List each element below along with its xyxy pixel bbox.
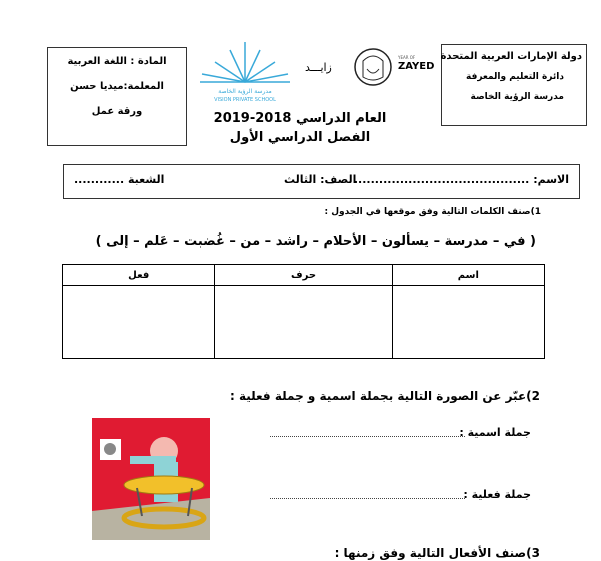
subject-label: المادة : اللغة العربية [67,56,167,67]
subject-info-box [47,47,187,146]
school-logo-english: VISION PRIVATE SCHOOL [214,97,276,103]
school-info-box [441,44,587,126]
question-1-words: ( في – مدرسة – يسألون – الأحلام – راشد – من – غُضبت – عَلم – إلى ) [95,234,536,249]
column-noun: اسم [392,265,544,286]
baby-walker-picture [92,418,210,540]
zayed-arabic-text: زايـــد [305,61,332,74]
grade-field: الصف: الثالث [284,173,357,186]
column-verb: فعل [63,265,215,286]
question-1-title: 1)صنف الكلمات التالية وفق موقعها في الجدول : [324,207,541,217]
academic-year: العام الدراسي 2018-2019 [213,111,387,126]
question-2-title: 2)عبّر عن الصورة التالية بجملة اسمية و جملة فعلية : [229,389,540,403]
cell-noun[interactable] [392,286,544,359]
name-field[interactable]: الاسم: .......................................... [353,173,569,186]
student-info-box [63,164,580,199]
zayed-latin-text: ZAYED [398,61,435,72]
school-logo-arabic: مدرسة الرؤية الخاصة [218,88,272,95]
country-name: دولة الإمارات العربية المتحدة [440,51,582,62]
verbal-sentence-line[interactable] [270,498,465,499]
section-field[interactable]: الشعبة ............ [74,173,165,186]
column-particle: حرف [215,265,392,286]
cell-particle[interactable] [215,286,392,359]
verbal-sentence-label: جملة فعلية : [463,488,531,501]
teacher-label: المعلمة:ميديا حسن [70,81,164,92]
vision-school-logo [190,40,300,106]
classification-table [62,264,545,359]
semester: الفصل الدراسي الأول [229,130,371,145]
year-of-zayed-logo [305,47,435,87]
zayed-portrait-icon [353,47,393,87]
nominal-sentence-line[interactable] [270,436,465,437]
sunburst-icon [190,40,300,85]
cell-verb[interactable] [63,286,215,359]
school-name: مدرسة الرؤية الخاصة [470,92,564,102]
question-3-title: 3)صنف الأفعال التالية وفق زمنها : [334,546,540,560]
worksheet-label: ورقة عمل [91,106,143,117]
nominal-sentence-label: جملة اسمية : [459,426,531,439]
department-name: دائرة التعليم والمعرفة [465,72,564,82]
zayed-small-text: YEAR OF [398,55,416,60]
